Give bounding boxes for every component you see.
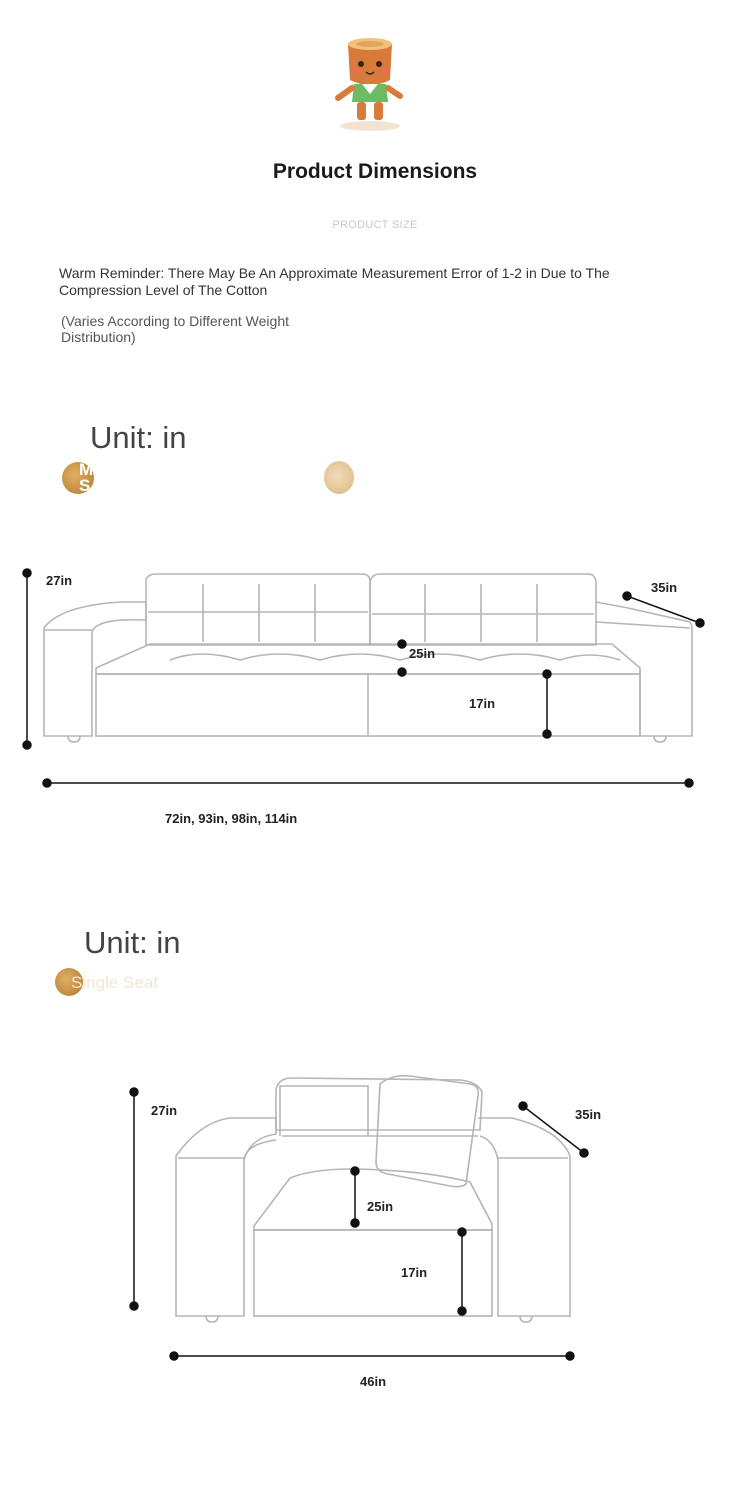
chair-height-label: 27in [151, 1103, 178, 1118]
sofa-back-height-label: 25in [409, 646, 436, 661]
sofa-drawing [0, 560, 750, 760]
weight-note: (Varies According to Different Weight Distribution) [61, 313, 289, 345]
sofa-badge-text: M S [79, 460, 94, 495]
sofa-width-label: 72in, 93in, 98in, 114in [165, 811, 298, 826]
chair-back-height-label: 25in [367, 1199, 394, 1214]
sofa-unit-label: Unit: in [90, 420, 187, 455]
sofa-width-line [0, 775, 750, 795]
chair-unit-label: Unit: in [84, 925, 181, 960]
sofa-seat-height-label: 17in [469, 696, 496, 711]
sofa-height-label: 27in [46, 573, 73, 588]
measurement-reminder: Warm Reminder: There May Be An Approximate Measurement Error of 1-2 in Due to The Compression Level of The Cotton [59, 265, 610, 298]
chair-badge-text: Single Seat [71, 973, 158, 992]
sofa-depth-label: 35in [651, 580, 678, 595]
tree-stump-mascot-icon [330, 36, 410, 132]
page-subtitle: PRODUCT SIZE [332, 219, 418, 231]
page-title: Product Dimensions [272, 160, 478, 183]
sofa-badge-blob-icon [324, 461, 354, 494]
chair-depth-label: 35in [575, 1107, 602, 1122]
chair-width-label: 46in [360, 1374, 387, 1389]
chair-width-line [0, 1348, 750, 1368]
chair-seat-height-label: 17in [401, 1265, 428, 1280]
